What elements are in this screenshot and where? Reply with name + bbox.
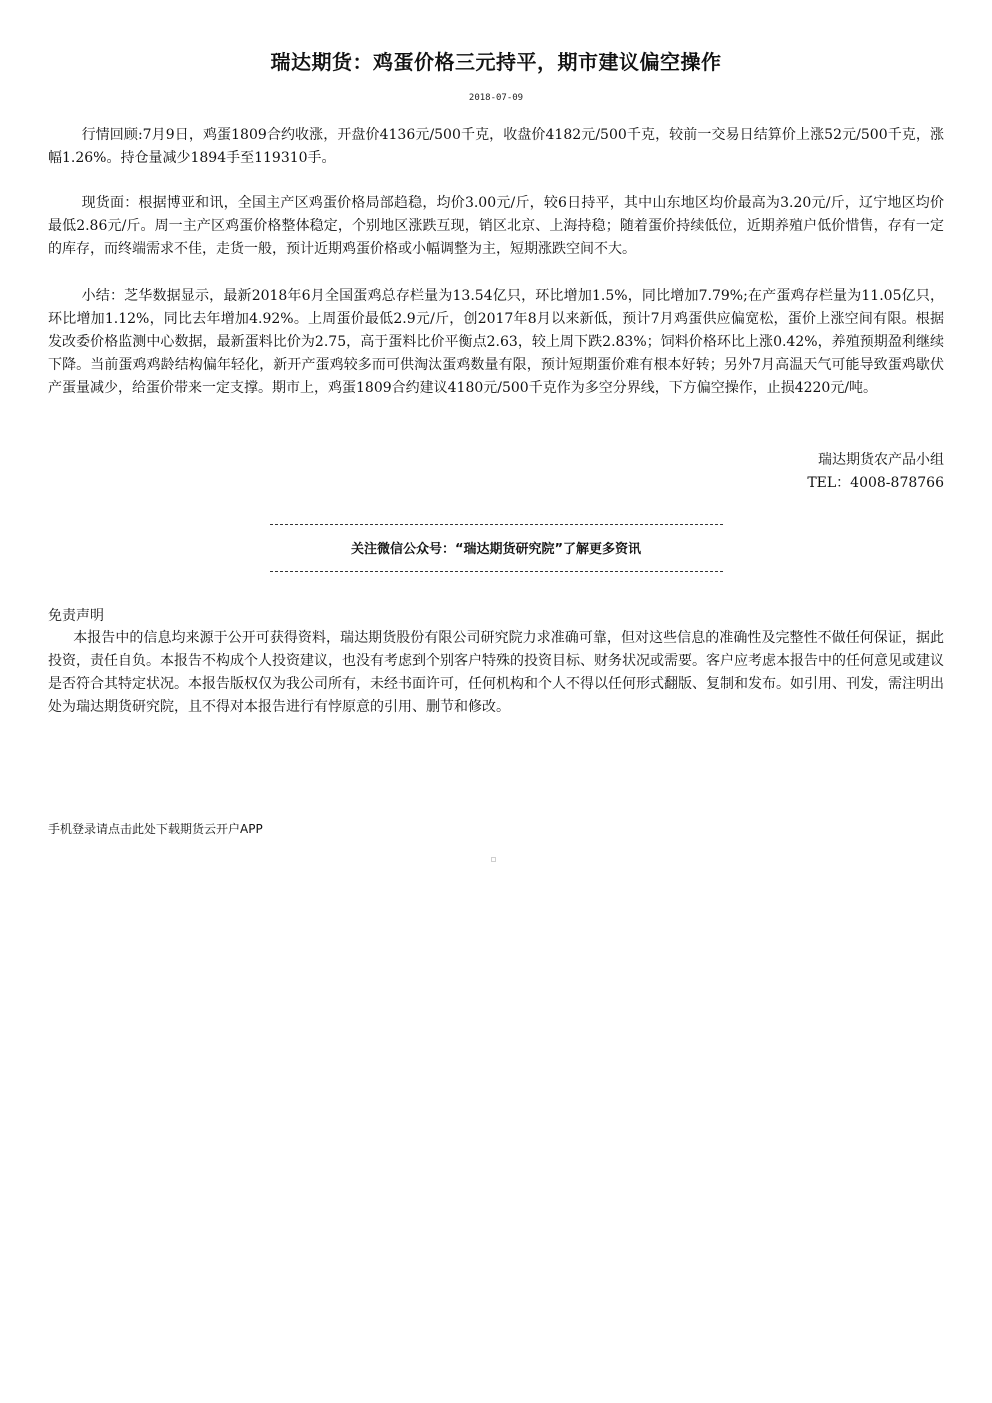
download-app-link[interactable]: 手机登录请点击此处下载期货云开户APP [48,822,263,836]
author-team: 瑞达期货农产品小组 [818,452,944,468]
broken-image-placeholder [491,857,496,862]
wechat-follow-note: 关注微信公众号：“瑞达期货研究院”了解更多资讯 [350,542,642,557]
dashed-divider-bottom [270,571,723,572]
publish-date: 2018-07-09 [468,93,524,103]
summary-paragraph: 小结：芝华数据显示，最新2018年6月全国蛋鸡总存栏量为13.54亿只，环比增加1.5%，同比增加7.79%;在产蛋鸡存栏量为11.05亿只，环比增加1.12%，同比去年增加4.92%。上周蛋价最低2.9元/斤，创2017年8月以来新低，预计7月鸡蛋供应偏宽松，蛋价上涨空间有限。根据发改委价格监测中心数据，最新蛋料比价为2.75，高于蛋料比价平衡点2.63，较上周下跌2.83%；饲料价格环比上涨0.42%，养殖预期盈利继续下降。当前蛋鸡鸡龄结构偏年轻化，新开产蛋鸡较多而可供淘汰蛋鸡数量有限，预计短期蛋价难有根本好转；另外7月高温天气可能导致蛋鸡歇伏产蛋量减少，给蛋价带来一定支撑。期市上，鸡蛋1809合约建议4180元/500千克作为多空分界线，下方偏空操作，止损4220元/吨。 [48,288,944,396]
disclaimer-title: 免责声明 [48,608,104,624]
market-review-paragraph: 行情回顾:7月9日，鸡蛋1809合约收涨，开盘价4136元/500千克，收盘价4182元/500千克，较前一交易日结算价上涨52元/500千克，涨幅1.26%。持仓量减少1894手至119310手。 [48,127,944,166]
spot-market-paragraph: 现货面：根据博亚和讯，全国主产区鸡蛋价格局部趋稳，均价3.00元/斤，较6日持平，其中山东地区均价最高为3.20元/斤，辽宁地区均价最低2.86元/斤。周一主产区鸡蛋价格整体稳定，个别地区涨跌互现，销区北京、上海持稳；随着蛋价持续低位，近期养殖户低价惜售，存有一定的库存，而终端需求不佳，走货一般，预计近期鸡蛋价格或小幅调整为主，短期涨跌空间不大。 [48,195,944,257]
contact-phone: TEL：4008-878766 [807,475,944,491]
page-title: 瑞达期货：鸡蛋价格三元持平，期市建议偏空操作 [270,50,722,74]
disclaimer-paragraph: 本报告中的信息均来源于公开可获得资料，瑞达期货股份有限公司研究院力求准确可靠，但对这些信息的准确性及完整性不做任何保证，据此投资，责任自负。本报告不构成个人投资建议，也没有考虑到个别客户特殊的投资目标、财务状况或需要。客户应考虑本报告中的任何意见或建议是否符合其特定状况。本报告版权仅为我公司所有，未经书面许可，任何机构和个人不得以任何形式翻版、复制和发布。如引用、刊发，需注明出处为瑞达期货研究院，且不得对本报告进行有悖原意的引用、删节和修改。 [48,630,944,715]
dashed-divider-top [270,524,723,525]
